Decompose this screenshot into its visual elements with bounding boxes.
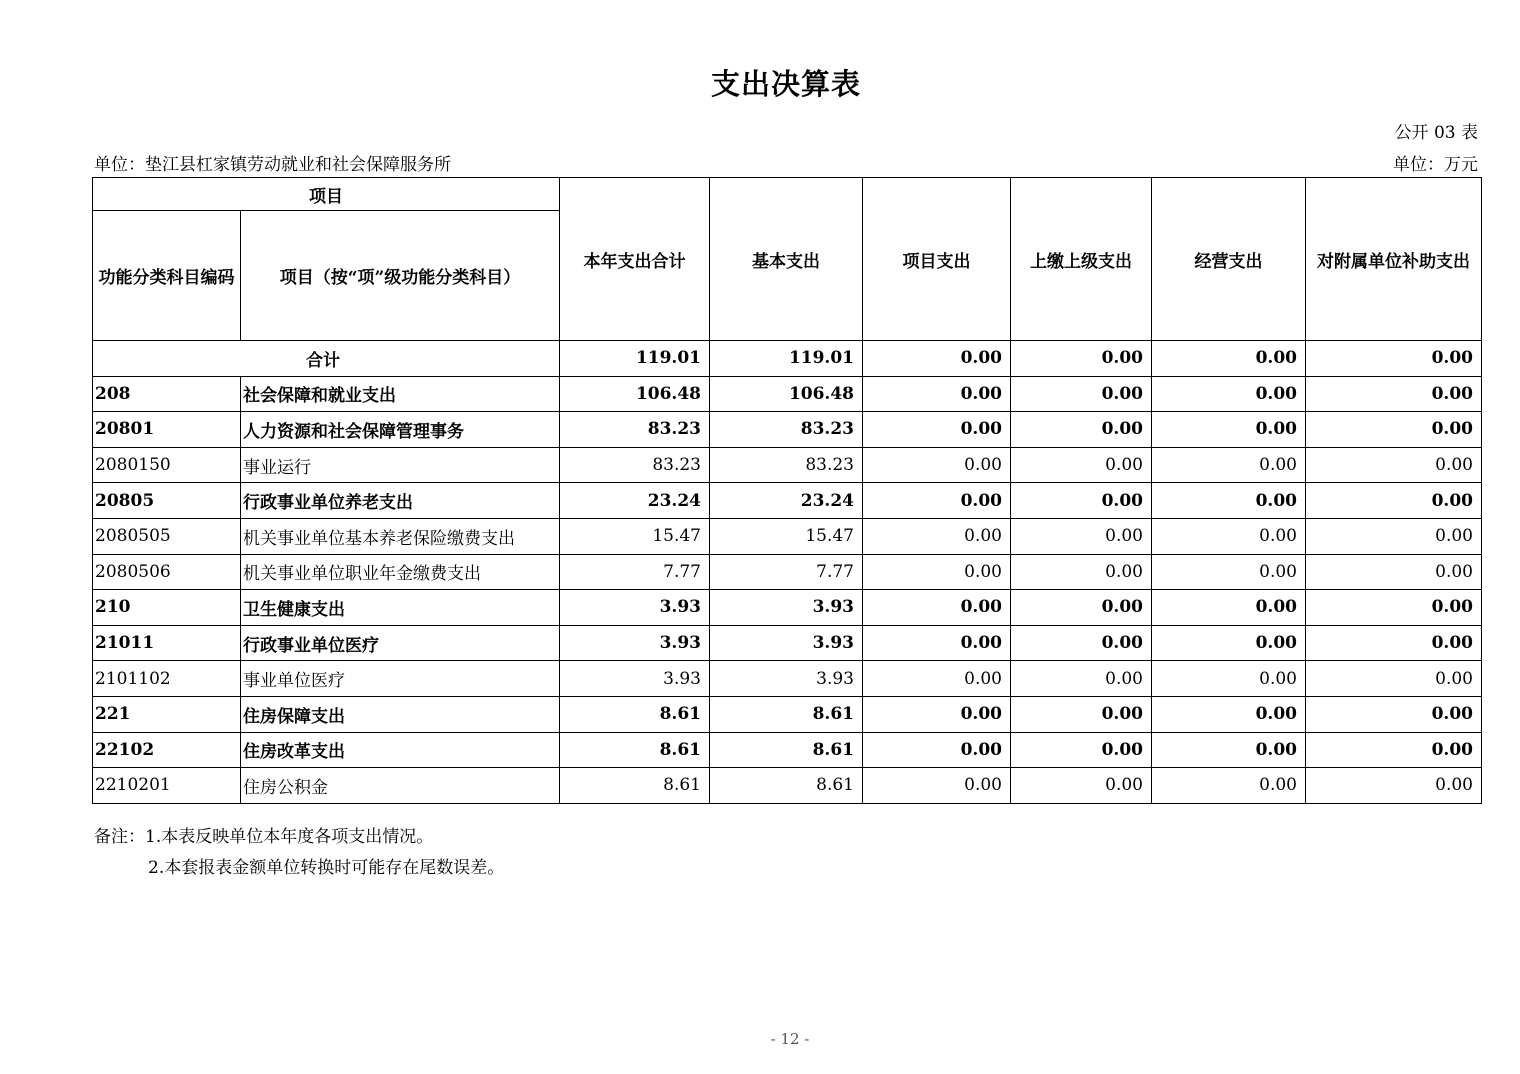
subsidy-cell: 0.00 [1306,768,1482,804]
total-row [93,341,1482,377]
page-number: - 12 - [770,1030,810,1048]
code-cell: 2080150 [93,447,241,483]
business-cell: 0.00 [1152,768,1306,804]
total-label: 合计 [93,341,560,377]
total-cell: 7.77 [560,554,710,590]
notes [94,822,504,884]
code-cell: 22102 [93,732,241,768]
business-cell: 0.00 [1152,590,1306,626]
total-cell: 119.01 [560,341,710,377]
business-cell: 0.00 [1152,376,1306,412]
name-cell: 机关事业单位基本养老保险缴费支出 [241,518,560,554]
total-cell: 8.61 [560,732,710,768]
total-cell: 3.93 [560,661,710,697]
basic-cell: 3.93 [710,625,863,661]
basic-cell: 8.61 [710,732,863,768]
total-cell: 106.48 [560,376,710,412]
code-cell: 20801 [93,412,241,448]
code-cell: 2101102 [93,661,241,697]
upper-cell: 0.00 [1011,341,1152,377]
upper-cell: 0.00 [1011,447,1152,483]
name-cell: 住房改革支出 [241,732,560,768]
code-cell: 21011 [93,625,241,661]
total-cell: 23.24 [560,483,710,519]
name-cell: 机关事业单位职业年金缴费支出 [241,554,560,590]
total-cell: 83.23 [560,412,710,448]
name-cell: 住房保障支出 [241,696,560,732]
subsidy-cell: 0.00 [1306,661,1482,697]
name-cell: 事业运行 [241,447,560,483]
reporting-unit: 单位：垫江县杠家镇劳动就业和社会保障服务所 [94,155,451,175]
name-cell: 住房公积金 [241,768,560,804]
total-cell: 83.23 [560,447,710,483]
header-basic: 基本支出 [710,178,863,341]
basic-cell: 83.23 [710,412,863,448]
project-cell: 0.00 [863,768,1011,804]
name-cell: 事业单位医疗 [241,661,560,697]
total-cell: 8.61 [560,768,710,804]
basic-cell: 3.93 [710,590,863,626]
code-cell: 210 [93,590,241,626]
basic-cell: 106.48 [710,376,863,412]
table-row [93,696,1482,732]
name-cell: 行政事业单位医疗 [241,625,560,661]
business-cell: 0.00 [1152,447,1306,483]
subsidy-cell: 0.00 [1306,554,1482,590]
code-cell: 2080505 [93,518,241,554]
upper-cell: 0.00 [1011,483,1152,519]
business-cell: 0.00 [1152,661,1306,697]
table-row [93,732,1482,768]
table-row [93,768,1482,804]
basic-cell: 7.77 [710,554,863,590]
upper-cell: 0.00 [1011,590,1152,626]
project-cell: 0.00 [863,518,1011,554]
project-cell: 0.00 [863,554,1011,590]
project-cell: 0.00 [863,625,1011,661]
page-title: 支出决算表 [710,67,861,101]
basic-cell: 3.93 [710,661,863,697]
note-line-1: 备注：1.本表反映单位本年度各项支出情况。 [94,827,434,847]
code-cell: 20805 [93,483,241,519]
table-row [93,554,1482,590]
basic-cell: 23.24 [710,483,863,519]
total-cell: 8.61 [560,696,710,732]
header-item-group: 项目 [93,178,560,211]
header-project: 项目支出 [863,178,1011,341]
subsidy-cell: 0.00 [1306,625,1482,661]
code-cell: 208 [93,376,241,412]
upper-cell: 0.00 [1011,768,1152,804]
header-name: 项目（按“项”级功能分类科目） [241,211,560,341]
table-row [93,661,1482,697]
header-business: 经营支出 [1152,178,1306,341]
subsidy-cell: 0.00 [1306,696,1482,732]
code-cell: 2080506 [93,554,241,590]
project-cell: 0.00 [863,483,1011,519]
subsidy-cell: 0.00 [1306,447,1482,483]
total-cell: 3.93 [560,625,710,661]
code-cell: 221 [93,696,241,732]
business-cell: 0.00 [1152,696,1306,732]
project-cell: 0.00 [863,590,1011,626]
table-row [93,447,1482,483]
total-cell: 3.93 [560,590,710,626]
basic-cell: 8.61 [710,696,863,732]
name-cell: 社会保障和就业支出 [241,376,560,412]
upper-cell: 0.00 [1011,554,1152,590]
business-cell: 0.00 [1152,732,1306,768]
project-cell: 0.00 [863,661,1011,697]
upper-cell: 0.00 [1011,518,1152,554]
code-cell: 2210201 [93,768,241,804]
basic-cell: 83.23 [710,447,863,483]
upper-cell: 0.00 [1011,625,1152,661]
header-total: 本年支出合计 [560,178,710,341]
header-code: 功能分类科目编码 [93,211,241,341]
subsidy-cell: 0.00 [1306,590,1482,626]
subsidy-cell: 0.00 [1306,341,1482,377]
business-cell: 0.00 [1152,412,1306,448]
header-upper: 上缴上级支出 [1011,178,1152,341]
project-cell: 0.00 [863,696,1011,732]
name-cell: 人力资源和社会保障管理事务 [241,412,560,448]
total-cell: 15.47 [560,518,710,554]
upper-cell: 0.00 [1011,661,1152,697]
upper-cell: 0.00 [1011,732,1152,768]
money-unit: 单位：万元 [1393,155,1478,175]
table-row [93,590,1482,626]
header-subsidy: 对附属单位补助支出 [1306,178,1482,341]
table-row [93,518,1482,554]
project-cell: 0.00 [863,412,1011,448]
upper-cell: 0.00 [1011,696,1152,732]
upper-cell: 0.00 [1011,412,1152,448]
table-row [93,625,1482,661]
basic-cell: 119.01 [710,341,863,377]
project-cell: 0.00 [863,447,1011,483]
project-cell: 0.00 [863,341,1011,377]
subsidy-cell: 0.00 [1306,412,1482,448]
subsidy-cell: 0.00 [1306,732,1482,768]
note-line-2: 2.本套报表金额单位转换时可能存在尾数误差。 [148,858,505,878]
business-cell: 0.00 [1152,341,1306,377]
basic-cell: 15.47 [710,518,863,554]
business-cell: 0.00 [1152,554,1306,590]
subsidy-cell: 0.00 [1306,518,1482,554]
business-cell: 0.00 [1152,483,1306,519]
name-cell: 行政事业单位养老支出 [241,483,560,519]
business-cell: 0.00 [1152,625,1306,661]
table-row [93,483,1482,519]
business-cell: 0.00 [1152,518,1306,554]
table-row [93,412,1482,448]
form-number: 公开 03 表 [1394,123,1478,143]
project-cell: 0.00 [863,376,1011,412]
subsidy-cell: 0.00 [1306,376,1482,412]
subsidy-cell: 0.00 [1306,483,1482,519]
table-row [93,376,1482,412]
upper-cell: 0.00 [1011,376,1152,412]
basic-cell: 8.61 [710,768,863,804]
name-cell: 卫生健康支出 [241,590,560,626]
expenditure-table [92,177,1482,804]
project-cell: 0.00 [863,732,1011,768]
